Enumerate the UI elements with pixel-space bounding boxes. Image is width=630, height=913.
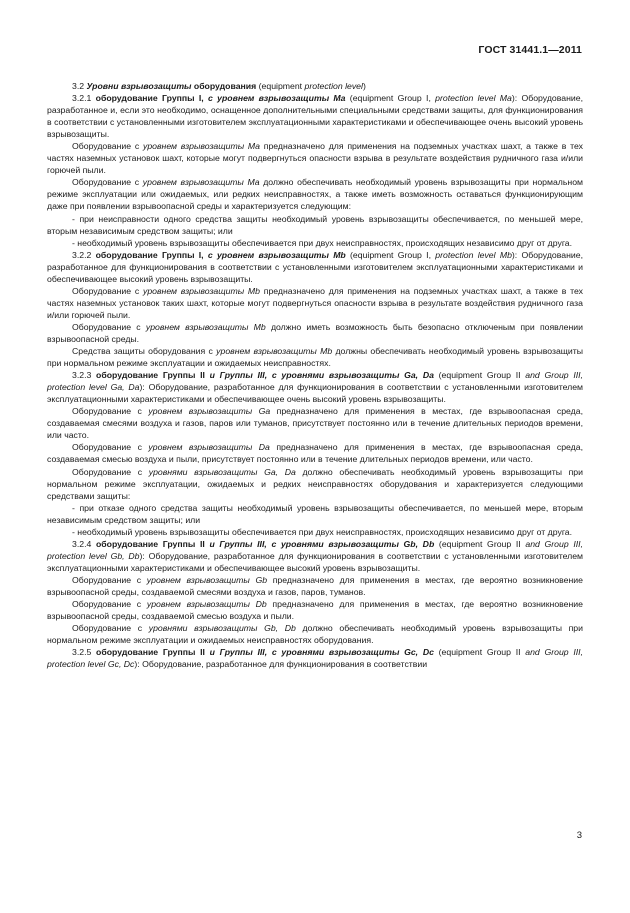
text-run: and Group III, protection level Ga, Da: [47, 370, 583, 393]
paragraph: [47, 538, 583, 574]
text-run: уровнем взрывозащиты Da: [148, 442, 270, 453]
text-run: оборудование Группы II: [96, 647, 210, 658]
text-run: - необходимый уровень взрывозащиты обеспечивается при двух неисправностях, происходящих независимо друг от друга.: [72, 526, 573, 537]
text-run: предназначено для применения в местах, где взрывоопасная среда, создаваемая смесью воздуха и пыли, присутствует постоянно или в течение длительных периодов времени, или часто.: [47, 442, 583, 465]
text-run: protection level Ma: [435, 93, 512, 104]
text-run: должно обеспечивать необходимый уровень взрывозащиты при нормальном режиме эксплуатации и ожидаемых неисправностях оборудования.: [47, 623, 583, 646]
text-run: уровнем взрывозащиты Ma: [143, 141, 260, 152]
paragraph: [47, 285, 583, 321]
paragraph: [47, 574, 583, 598]
text-run: - при неисправности одного средства защиты необходимый уровень взрывозащиты обеспечивается, по меньшей мере, вторым независимым средством защиты; или: [47, 213, 583, 236]
text-run: Оборудование с: [72, 406, 149, 417]
text-run: уровнем взрывозащиты Ma: [142, 177, 260, 188]
text-run: (equipment Group II: [433, 370, 526, 381]
standard-header: ГОСТ 31441.1—2011: [478, 44, 582, 56]
text-run: ): Оборудование, разработанное для функционирования в соответствии с установленными изготовителем эксплуатационными характеристиками и обеспечивающее высокий уровень взрывозащиты.: [47, 249, 583, 284]
text-run: оборудования: [191, 81, 257, 91]
paragraph: [47, 441, 583, 465]
paragraph: [47, 249, 583, 285]
paragraph: [47, 321, 583, 345]
page-number: 3: [576, 830, 582, 841]
text-run: предназначено для применения на подземных участках шахт, а также в тех частях наземных установок шахт, которые могут подвергнуться опасности взрыва в результате воздействия рудничного газа и/или горючей пыли.: [47, 141, 583, 176]
text-run: 3.2.5: [72, 647, 97, 658]
text-run: protection level: [304, 81, 363, 91]
text-run: оборудование Группы I,: [95, 93, 209, 104]
text-run: и Группы III, с уровнями взрывозащиты Gb, Db: [209, 538, 435, 549]
text-run: Оборудование с: [72, 442, 149, 453]
text-run: and Group III, protection level Gc, Dc: [47, 647, 583, 670]
text-run: должно обеспечивать необходимый уровень взрывозащиты при нормальном режиме эксплуатации, ожидаемых и редких неисправностях оборудования и характеризуется следующими средствами защиты:: [47, 466, 583, 501]
paragraph: [47, 345, 583, 369]
paragraph: [47, 622, 583, 646]
text-run: предназначено для применения в местах, где вероятно возникновение взрывоопасной среды, создаваемой смесью воздуха и пыли.: [47, 599, 583, 622]
paragraph: [47, 176, 583, 212]
text-run: ): Оборудование, разработанное для функционирования в соответствии: [134, 659, 428, 670]
text-run: ): Оборудование, разработанное и, если это необходимо, оснащенное дополнительными специальными средствами защиты, для функционирования в соответствии с установленными изготовителем эксплуатационными характеристиками и обеспечивающее очень высокий уровень взрывозащиты.: [47, 93, 583, 140]
text-run: и Группы III, с уровнями взрывозащиты Ga, Da: [209, 370, 434, 381]
text-run: and Group III, protection level Gb, Db: [47, 538, 583, 561]
text-run: (equipment Group I,: [345, 93, 436, 104]
paragraph: [47, 598, 583, 622]
text-run: оборудование Группы I,: [95, 249, 208, 260]
paragraph: [47, 526, 583, 538]
text-run: и Группы III, с уровнями взрывозащиты Gc, Dc: [209, 647, 434, 658]
text-run: Оборудование с: [72, 623, 149, 634]
paragraph: [47, 369, 583, 405]
paragraph: [47, 92, 583, 140]
text-run: уровнем взрывозащиты Ga: [148, 406, 271, 417]
text-run: (equipment Group I,: [345, 249, 436, 260]
text-run: ): [362, 81, 366, 91]
text-run: должно обеспечивать необходимый уровень взрывозащиты при нормальном режиме эксплуатации или ожидаемых, или редких неисправностях, а также иметь возможность оставаться функционирующим даже при появлении взрывоопасной среды и характеризуется следующим:: [47, 177, 584, 212]
text-run: - необходимый уровень взрывозащиты обеспечивается при двух неисправностях, происходящих независимо друг от друга.: [72, 237, 573, 248]
text-run: (equipment Group II: [434, 538, 526, 549]
text-run: 3.2: [72, 81, 87, 91]
text-run: уровнем взрывозащиты Mb: [143, 285, 260, 296]
text-run: Оборудование с: [72, 321, 146, 332]
text-run: предназначено для применения в местах, где вероятно возникновение взрывоопасной среды, создаваемой смесями воздуха и газов, паров, туманов.: [47, 574, 583, 597]
text-run: (equipment: [256, 81, 305, 91]
text-run: ): Оборудование, разработанное для функционирования в соответствии с установленными изготовителем эксплуатационными характеристиками и обеспечивающее очень высокий уровень взрывозащиты.: [47, 382, 583, 405]
paragraph: [47, 213, 583, 237]
paragraph: [47, 466, 583, 502]
text-run: (equipment Group II: [433, 647, 526, 658]
text-run: Оборудование с: [72, 574, 147, 585]
text-run: Оборудование с: [72, 141, 143, 152]
text-run: ): Оборудование, разработанное для функционирования в соответствии с установленными изготовителем эксплуатационными характеристиками и обеспечивающее высокий уровень взрывозащиты.: [47, 550, 583, 573]
text-run: должны обеспечивать необходимый уровень взрывозащиты при нормальном режиме эксплуатации и ожидаемых неисправностях.: [47, 346, 584, 369]
text-run: 3.2.2: [72, 249, 96, 260]
paragraph: [47, 80, 583, 92]
text-run: Средства защиты оборудования с: [72, 346, 217, 357]
text-run: предназначено для применения в местах, где взрывоопасная среда, создаваемая смесями воздуха и газов, паров или туманов, присутствует постоянно или в течение длительных периодов времени, или часто.: [47, 406, 584, 441]
paragraph: [47, 646, 583, 670]
text-run: Оборудование с: [72, 599, 147, 610]
text-run: - при отказе одного средства защиты необходимый уровень взрывозащиты обеспечивается, по меньшей мере, вторым независимым средством защиты; или: [47, 502, 583, 525]
text-run: уровнем взрывозащиты Mb: [145, 321, 266, 332]
document-body: [47, 80, 583, 670]
text-run: оборудование Группы II: [96, 538, 210, 549]
text-run: уровнем взрывозащиты Gb: [146, 574, 268, 585]
text-run: 3.2.3: [72, 370, 97, 381]
text-run: уровнем взрывозащиты Db: [146, 599, 267, 610]
text-run: Оборудование с: [72, 285, 143, 296]
text-run: оборудование Группы II: [96, 370, 210, 381]
text-run: уровнем взрывозащиты Mb: [216, 346, 333, 357]
text-run: Оборудование с: [72, 466, 149, 477]
text-run: Уровни взрывозащиты: [86, 81, 192, 91]
text-run: уровнями взрывозащиты Gb, Db: [148, 623, 296, 634]
paragraph: [47, 502, 583, 526]
text-run: должно иметь возможность быть безопасно отключеным при появлении взрывоопасной среды.: [47, 321, 584, 344]
text-run: 3.2.1: [72, 93, 96, 104]
text-run: protection level Mb: [435, 249, 512, 260]
text-run: 3.2.4: [72, 538, 96, 549]
paragraph: [47, 405, 583, 441]
text-run: с уровнем взрывозащиты Ma: [208, 93, 346, 104]
text-run: уровнями взрывозащиты Ga, Da: [148, 466, 296, 477]
text-run: с уровнем взрывозащиты Mb: [207, 249, 346, 260]
text-run: предназначено для применения на подземных участках шахт, а также в тех частях наземных установок таких шахт, которые могут подвергнуться опасности взрыва в результате воздействия рудничного газа и/или горючей пыли.: [47, 285, 583, 320]
paragraph: [47, 237, 583, 249]
text-run: Оборудование с: [72, 177, 143, 188]
paragraph: [47, 140, 583, 176]
